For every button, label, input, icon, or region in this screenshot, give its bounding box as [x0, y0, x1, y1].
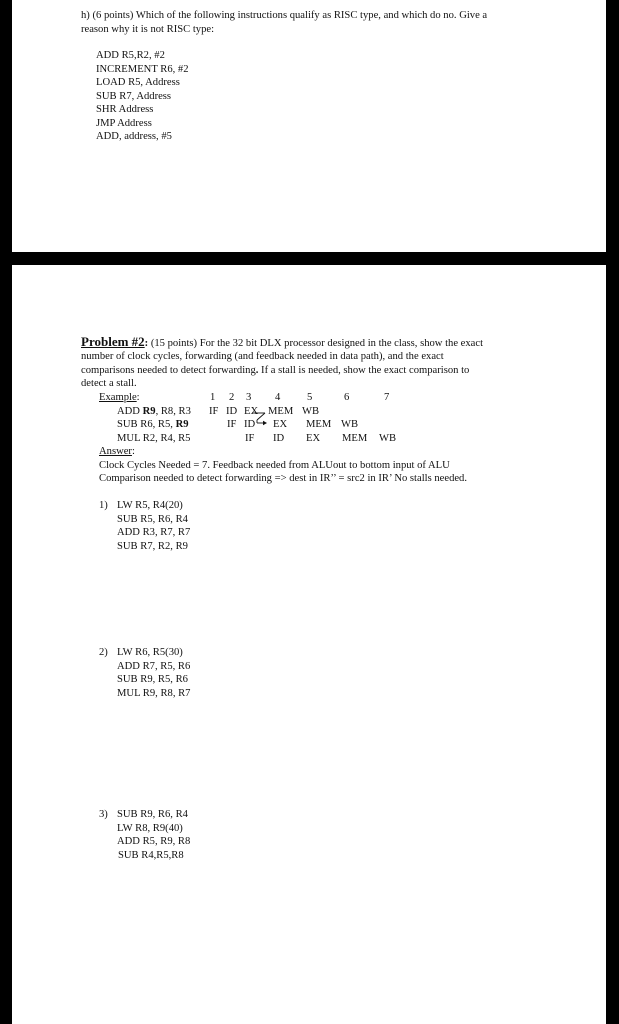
exercise-line: MUL R9, R8, R7 [117, 687, 191, 699]
instruction-line: JMP Address [96, 117, 152, 129]
cycle-number: 4 [275, 392, 281, 403]
question-h-line-2: reason why it is not RISC type: [81, 24, 215, 35]
exercise-line: ADD R7, R5, R6 [117, 660, 191, 672]
instruction-line: SUB R7, Address [96, 90, 172, 102]
example-instruction-2: SUB R6, R5, R9 [117, 419, 189, 430]
exercise-line: SUB R5, R6, R4 [117, 513, 188, 525]
instruction-line: LOAD R5, Address [96, 77, 180, 88]
pipeline-stage: WB [379, 432, 397, 444]
answer-label: Answer: [99, 446, 135, 457]
exercise-line: ADD R5, R9, R8 [117, 836, 191, 847]
pipeline-stage: EX [244, 405, 259, 417]
exercise-line: SUB R7, R2, R9 [117, 540, 188, 552]
pipeline-stage: ID [273, 432, 285, 444]
intro-line-2: number of clock cycles, forwarding (and feedback needed in data path), and the exact [81, 351, 444, 362]
exercise-line: SUB R9, R6, R4 [117, 809, 188, 820]
intro-line-4: detect a stall. [81, 378, 137, 389]
cycle-number: 2 [229, 392, 235, 403]
problem-title-colon: : [144, 338, 149, 349]
instruction-line: ADD R5,R2, #2 [96, 50, 165, 61]
exercise-number: 1) [99, 500, 108, 511]
exercise-line: LW R8, R9(40) [117, 822, 183, 834]
intro-line-1: (15 points) For the 32 bit DLX processor designed in the class, show the exact [150, 338, 484, 349]
pipeline-stage: MEM [306, 419, 332, 430]
answer-line-2: Comparison needed to detect forwarding => dest in IR’’ = src2 in IR’ No stalls needed. [99, 473, 468, 484]
pipeline-stage: IF [227, 419, 237, 430]
pipeline-stage: ID [226, 405, 238, 417]
instruction-line: SHR Address [96, 104, 154, 115]
exercise-line: LW R6, R5(30) [117, 647, 183, 658]
pipeline-stage: EX [306, 432, 321, 444]
pipeline-stage: MEM [268, 405, 294, 417]
problem-2-heading-line [81, 335, 483, 351]
cycle-number: 5 [307, 392, 313, 403]
document-page-2 [12, 265, 606, 1024]
exercise-line: SUB R4,R5,R8 [118, 849, 184, 861]
exercise-number: 2) [99, 647, 108, 658]
pipeline-stage: WB [341, 419, 359, 430]
pipeline-stage: IF [245, 432, 255, 444]
example-instruction-1: ADD R9, R8, R3 [117, 405, 191, 417]
exercise-number: 3) [99, 809, 108, 820]
cycle-number: 7 [384, 392, 390, 403]
example-instruction-3: MUL R2, R4, R5 [117, 432, 191, 444]
intro-line-3: comparisons needed to detect forwarding. If a stall is needed, show the exact comparison to [81, 364, 470, 376]
exercise-line: ADD R3, R7, R7 [117, 527, 191, 538]
pipeline-stage: WB [302, 405, 320, 417]
exercise-line: LW R5, R4(20) [117, 500, 183, 511]
cycle-number: 3 [246, 392, 252, 403]
example-label: Example: [99, 392, 140, 403]
cycle-number: 6 [344, 392, 350, 403]
pipeline-stage: IF [209, 405, 219, 417]
problem-title: Problem #2 [81, 334, 145, 349]
instruction-line: INCREMENT R6, #2 [96, 63, 189, 75]
cycle-number: 1 [210, 392, 216, 403]
answer-line-1: Clock Cycles Needed = 7. Feedback needed from ALUout to bottom input of ALU [99, 459, 450, 471]
pipeline-stage: MEM [342, 432, 368, 444]
forwarding-arrow [252, 408, 276, 428]
pipeline-stage: ID [244, 419, 256, 430]
pipeline-stage: EX [273, 419, 288, 430]
instruction-line: ADD, address, #5 [96, 131, 172, 142]
exercise-line: SUB R9, R5, R6 [117, 674, 188, 685]
document-page-1 [12, 0, 606, 252]
question-h-line-1: h) (6 points) Which of the following instructions qualify as RISC type, and which do no. Give a [81, 10, 488, 21]
